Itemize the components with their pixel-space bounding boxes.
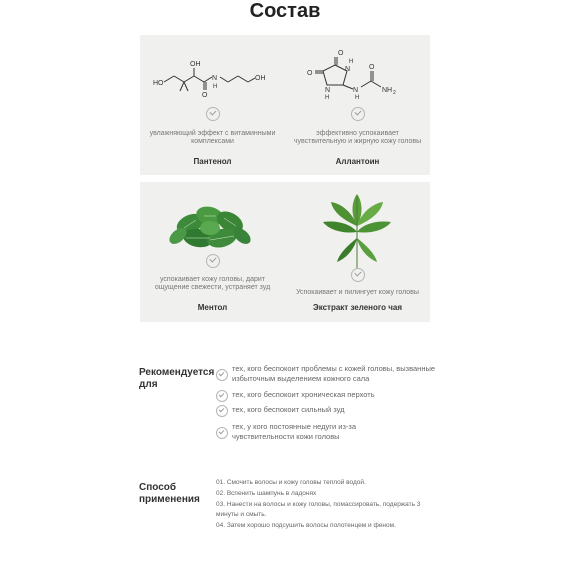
panthenol-o-label: O bbox=[202, 92, 208, 99]
ingredient-description: успокаивает кожу головы, дарит ощущение свежести, устраняет зуд bbox=[154, 276, 271, 291]
allantoin-n2-label: N bbox=[325, 87, 331, 94]
ingredient-name: Экстракт зеленого чая bbox=[313, 303, 402, 312]
check-icon bbox=[216, 369, 228, 381]
usage-title-line2: применения bbox=[139, 494, 200, 505]
usage-step: 04. Затем хорошо подсушить волосы полотенцем и феном. bbox=[216, 522, 396, 529]
usage-title-line1: Способ bbox=[139, 482, 177, 493]
allantoin-sub2-label: 2 bbox=[393, 90, 396, 96]
check-icon bbox=[216, 405, 228, 417]
check-icon bbox=[206, 107, 220, 121]
ingredient-description: увлажняющий эффект с витаминными комплексами bbox=[149, 130, 276, 145]
panthenol-n-label: N bbox=[212, 75, 218, 82]
recommended-item bbox=[216, 405, 446, 417]
panthenol-h-label: H bbox=[213, 84, 218, 90]
allantoin-n1-label: N bbox=[345, 66, 351, 73]
allantoin-n3-label: N bbox=[353, 87, 359, 94]
allantoin-h2-label: H bbox=[325, 95, 330, 101]
ingredient-description: эффективно успокаивает чувствительную и жирную кожу головы bbox=[293, 130, 422, 145]
recommended-title bbox=[139, 367, 214, 391]
panthenol-ho-label: HO bbox=[153, 80, 164, 87]
allantoin-h3-label: H bbox=[355, 95, 360, 101]
ingredient-name: Ментол bbox=[197, 303, 228, 312]
page-title: Состав bbox=[249, 0, 321, 22]
usage-step: 01. Смочить волосы и кожу головы теплой водой. bbox=[216, 479, 366, 486]
panthenol-oh2-label: OH bbox=[255, 75, 266, 82]
allantoin-nh2-label: NH bbox=[382, 87, 393, 94]
usage-title bbox=[139, 482, 200, 506]
recommended-item bbox=[216, 422, 446, 444]
recommended-item-text: тех, кого беспокоит сильный зуд bbox=[232, 405, 345, 414]
recommended-item bbox=[216, 364, 446, 386]
check-icon bbox=[351, 268, 365, 282]
allantoin-o1-label: O bbox=[338, 50, 344, 57]
check-icon bbox=[351, 107, 365, 121]
recommended-title-line1: Рекомендуется bbox=[139, 367, 215, 378]
ingredient-name: Аллантоин bbox=[335, 157, 380, 166]
recommended-item-text: тех, кого беспокоит хроническая перхоть bbox=[232, 390, 375, 399]
ingredient-card-menthol bbox=[140, 182, 285, 322]
recommended-item bbox=[216, 390, 446, 402]
ingredient-card-green-tea bbox=[285, 182, 430, 322]
allantoin-o3-label: O bbox=[369, 64, 375, 71]
ingredient-name: Пантенол bbox=[193, 157, 232, 166]
recommended-item-text: тех, у кого постоянные недуги из-за чувствительности кожи головы bbox=[232, 422, 356, 441]
check-icon bbox=[206, 254, 220, 268]
recommended-title-line2: для bbox=[139, 379, 158, 390]
ingredient-card-panthenol bbox=[140, 35, 285, 175]
usage-step: 02. Вспенить шампунь в ладонях bbox=[216, 490, 317, 497]
panthenol-oh1-label: OH bbox=[190, 61, 201, 68]
allantoin-o2-label: O bbox=[307, 70, 313, 77]
check-icon bbox=[216, 390, 228, 402]
allantoin-h1-label: H bbox=[349, 59, 354, 65]
check-icon bbox=[216, 427, 228, 439]
ingredient-card-allantoin bbox=[285, 35, 430, 175]
recommended-item-text: тех, кого беспокоит проблемы с кожей головы, вызванные избыточным выделением кожного сала bbox=[232, 364, 436, 383]
green-tea-leaves-icon bbox=[285, 182, 430, 277]
usage-step: 03. Нанести на волосы и кожу головы, помассировать, подержать 3 минуты и смыть. bbox=[216, 501, 421, 518]
ingredient-description: Успокаивает и пилингует кожу головы bbox=[296, 289, 419, 296]
